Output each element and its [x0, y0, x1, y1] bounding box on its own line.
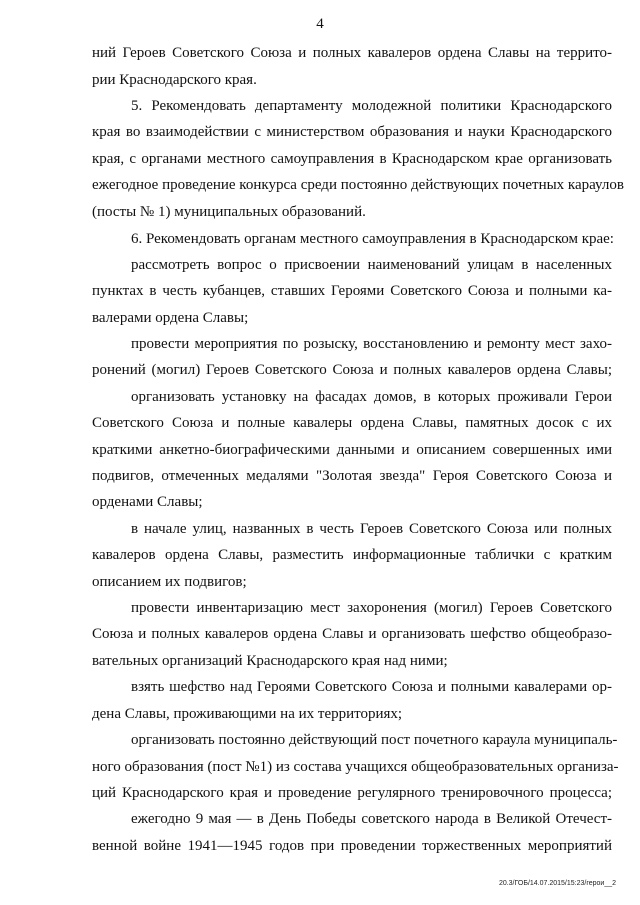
text-line: дена Славы, проживающими на их территориях; — [92, 706, 403, 722]
text-line: вательных организаций Краснодарского края над ними; — [92, 653, 448, 669]
text-line: ного образования (пост №1) из состава учащихся общеобразовательных организа- — [92, 759, 619, 775]
text-line: валерами ордена Славы; — [92, 310, 249, 326]
list-item-start: провести мероприятия по розыску, восстановлению и ремонту мест захо- — [131, 336, 612, 352]
page-number: 4 — [316, 16, 324, 32]
text-line: Союза и полных кавалеров ордена Славы и организовать шефство общеобразо- — [92, 626, 612, 642]
list-item-start: провести инвентаризацию мест захоронения (могил) Героев Советского — [131, 600, 612, 616]
text-line: рии Краснодарского края. — [92, 72, 257, 88]
text-line: (посты № 1) муниципальных образований. — [92, 204, 366, 220]
text-line: кавалеров ордена Славы, разместить информационные таблички с кратким — [92, 547, 612, 563]
list-item-start: взять шефство над Героями Советского Союза и полными кавалерами ор- — [131, 679, 612, 695]
text-line: пунктах в честь кубанцев, ставших Героями Советского Союза и полными ка- — [92, 283, 612, 299]
document-footer-code: 20.3/ГОБ/14.07.2015/15:23/герои__2 — [498, 880, 616, 887]
list-item-start: организовать установку на фасадах домов, в которых проживали Герои — [131, 389, 612, 405]
text-line: венной войне 1941—1945 годов при проведении торжественных мероприятий — [92, 838, 612, 854]
text-line: края, с органами местного самоуправления в Краснодарском крае организовать — [92, 151, 612, 167]
list-item-start: организовать постоянно действующий пост почетного караула муниципаль- — [131, 732, 618, 748]
text-line: ций Краснодарского края и проведение регулярного тренировочного процесса; — [92, 785, 612, 801]
text-line: ежегодное проведение конкурса среди постоянно действующих почетных караулов — [92, 177, 624, 193]
text-line: ронений (могил) Героев Советского Союза и полных кавалеров ордена Славы; — [92, 362, 612, 378]
text-line: краткими анкетно-биографическими данными и описанием совершенных ими — [92, 442, 612, 458]
text-line: ний Героев Советского Союза и полных кавалеров ордена Славы на террито- — [92, 45, 612, 61]
list-item-start: ежегодно 9 мая — в День Победы советского народа в Великой Отечест- — [131, 811, 612, 827]
list-item-start: рассмотреть вопрос о присвоении наименований улицам в населенных — [131, 257, 612, 273]
paragraph-5-start: 5. Рекомендовать департаменту молодежной политики Краснодарского — [131, 98, 612, 114]
text-line: края во взаимодействии с министерством образования и науки Краснодарского — [92, 124, 612, 140]
text-line: орденами Славы; — [92, 494, 203, 510]
list-item-start: в начале улиц, названных в честь Героев Советского Союза или полных — [131, 521, 612, 537]
text-line: описанием их подвигов; — [92, 574, 247, 590]
text-line: Советского Союза и полные кавалеры ордена Славы, памятных досок с их — [92, 415, 612, 431]
text-line: подвигов, отмеченных медалями "Золотая звезда" Героя Советского Союза и — [92, 468, 612, 484]
paragraph-6-heading: 6. Рекомендовать органам местного самоуправления в Краснодарском крае: — [131, 231, 614, 247]
